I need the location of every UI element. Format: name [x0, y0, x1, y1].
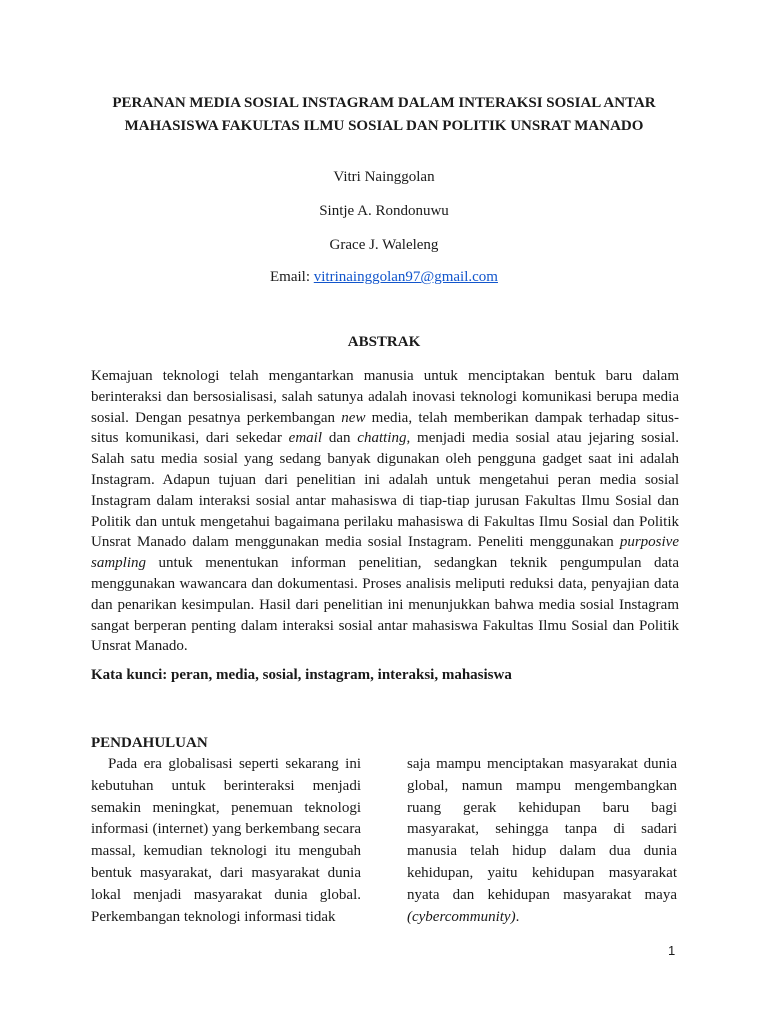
title-line-1: PERANAN MEDIA SOSIAL INSTAGRAM DALAM INTERAKSI SOSIAL ANTAR — [112, 95, 656, 111]
abstract-text — [91, 366, 679, 657]
right-column-text: saja mampu menciptakan masyarakat dunia global, namun mampu mengembangkan ruang gerak kehidupan baru bagi masyarakat, sehingga tanpa di sadari manusia telah hidup dalam dua dunia kehidupan, yaitu kehidupan masyarakat nyata dan kehidupan masyarakat maya — [407, 756, 677, 903]
title-line-2: MAHASISWA FAKULTAS ILMU SOSIAL DAN POLITIK UNSRAT MANADO — [124, 118, 644, 134]
page-number: 1 — [668, 943, 676, 958]
introduction-left-column: Pada era globalisasi seperti sekarang ini kebutuhan untuk berinteraksi menjadi semakin meningkat, penemuan teknologi informasi (internet) yang berkembang secara massal, kemudian teknologi itu mengubah bentuk masyarakat, dari masyarakat dunia lokal menjadi masyarakat dunia global. Perkembangan teknologi informasi tidak — [91, 756, 361, 925]
author-email-line — [0, 268, 768, 286]
email-label: Email: — [270, 269, 314, 285]
abstract-part-4: , menjadi media sosial atau jejaring sosial. Salah satu media sosial yang sedang banyak digunakan oleh pengguna gadget saat ini adalah Instagram. Adapun tujuan dari penelitian ini adalah untuk mengetahui peran media sosial Instagram dalam interaksi sosial antar mahasiswa di tiap-tiap jurusan Fakultas Ilmu Sosial dan Politik dan untuk mengetahui bagaimana perilaku mahasiswa di Fakultas Ilmu Sosial dan Politik Unsrat Manado dalam menggunakan media sosial Instagram. Peneliti menggunakan — [91, 430, 679, 551]
author-1: Vitri Nainggolan — [333, 169, 435, 185]
right-column-em: (cybercommunity) — [407, 908, 516, 925]
abstract-part-1: Kemajuan teknologi telah mengantarkan manusia untuk menciptakan bentuk baru dalam berinteraksi dan bersosialisasi, salah satunya adalah inovasi teknologi komunikasi berupa media sosial. Dengan pesatnya perkembangan — [91, 368, 679, 426]
email-link[interactable]: vitrinainggolan97@gmail.com — [313, 269, 498, 285]
right-column-end: . — [515, 908, 520, 925]
abstract-heading: ABSTRAK — [347, 334, 421, 350]
abstract-part-2: media, telah memberikan dampak terhadap situs-situs komunikasi, dari sekedar — [91, 409, 679, 447]
introduction-right-column — [407, 754, 677, 928]
abstract-em-new: new — [341, 409, 366, 426]
abstract-part-3: dan — [322, 430, 358, 447]
abstract-part-5: untuk menentukan informan penelitian, sedangkan teknik pengumpulan data menggunakan wawancara dan dokumentasi. Proses analisis meliputi reduksi data, penyajian data dan penarikan kesimpulan. Hasil dari penelitian ini menunjukkan bahwa media sosial Instagram sangat berperan penting dalam interaksi sosial antar mahasiswa Fakultas Ilmu Sosial dan Politik Unsrat Manado. — [91, 555, 679, 655]
abstract-em-email: email — [288, 430, 322, 447]
author-2: Sintje A. Rondonuwu — [319, 203, 449, 219]
paper-title — [60, 92, 708, 138]
introduction-heading: PENDAHULUAN — [91, 735, 208, 751]
author-3: Grace J. Waleleng — [329, 237, 439, 253]
keywords: Kata kunci: peran, media, sosial, instagram, interaksi, mahasiswa — [91, 667, 512, 683]
abstract-em-purposive: purposive sampling — [91, 534, 679, 572]
abstract-em-chatting: chatting — [357, 430, 407, 447]
